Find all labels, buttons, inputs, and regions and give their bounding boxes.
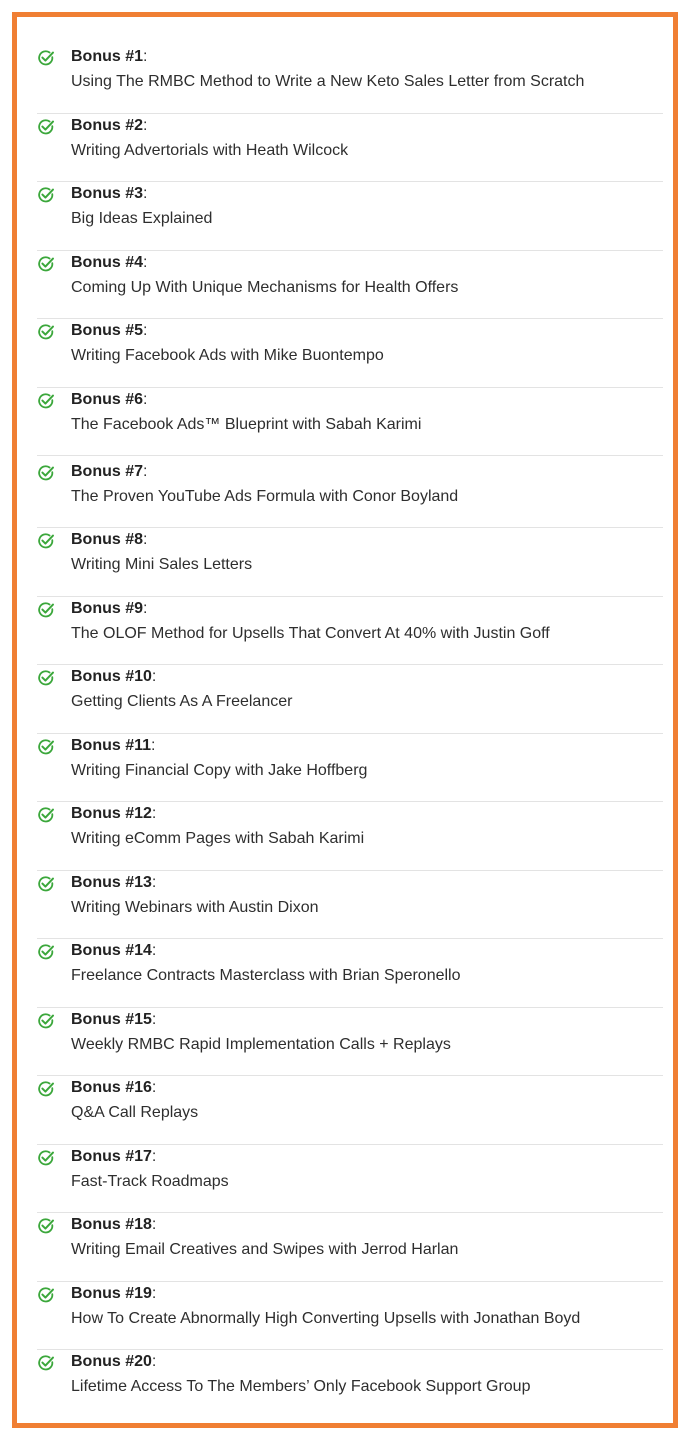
bonus-description: The Facebook Ads™ Blueprint with Sabah Karimi	[71, 415, 422, 433]
title-separator: :	[143, 599, 148, 617]
title-separator: :	[143, 390, 148, 408]
list-item	[37, 665, 663, 734]
bonus-description: Q&A Call Replays	[71, 1104, 199, 1121]
title-separator: :	[151, 668, 157, 685]
list-item	[37, 1350, 663, 1419]
check-circle-icon	[37, 601, 55, 619]
bonus-list	[37, 45, 663, 1419]
bonus-description: The OLOF Method for Upsells That Convert At 40% with Justin Goff	[71, 624, 550, 642]
check-circle-icon	[37, 49, 55, 67]
bonus-title: Bonus #13	[71, 873, 152, 891]
check-circle-icon	[37, 1354, 55, 1372]
title-separator: :	[143, 48, 148, 65]
bonus-description: Writing eComm Pages with Sabah Karimi	[71, 830, 365, 847]
title-separator: :	[143, 116, 148, 134]
list-item	[37, 182, 663, 251]
title-separator: :	[143, 463, 148, 480]
check-circle-icon	[37, 1012, 55, 1030]
bonus-title: Bonus #20	[71, 1353, 152, 1370]
title-separator: :	[151, 805, 157, 822]
check-circle-icon	[37, 118, 55, 136]
bonus-description: How To Create Abnormally High Converting Upsells with Jonathan Boyd	[71, 1309, 581, 1327]
check-circle-icon	[37, 392, 55, 410]
title-separator: :	[151, 1147, 157, 1165]
bonus-description: Using The RMBC Method to Write a New Keto Sales Letter from Scratch	[71, 73, 585, 90]
list-item	[37, 251, 663, 320]
bonus-description: Big Ideas Explained	[71, 210, 213, 227]
check-circle-icon	[37, 1286, 55, 1304]
check-circle-icon	[37, 738, 55, 756]
list-item	[37, 871, 663, 940]
title-separator: :	[143, 185, 148, 202]
list-item	[37, 939, 663, 1008]
bonus-description: Writing Advertorials with Heath Wilcock	[71, 141, 349, 159]
title-separator: :	[151, 873, 157, 891]
list-item	[37, 802, 663, 871]
bonus-title: Bonus #5	[71, 322, 144, 339]
title-separator: :	[151, 1216, 157, 1233]
check-circle-icon	[37, 1080, 55, 1098]
bonus-description: Writing Financial Copy with Jake Hoffberg	[71, 761, 368, 779]
bonus-title: Bonus #6	[71, 390, 144, 408]
bonus-title: Bonus #10	[71, 668, 152, 685]
bonus-list-panel	[12, 12, 678, 1428]
list-item	[37, 1076, 663, 1145]
bonus-description: Writing Mini Sales Letters	[71, 556, 253, 573]
list-item	[37, 114, 663, 183]
bonus-title: Bonus #9	[71, 599, 144, 617]
bonus-description: Weekly RMBC Rapid Implementation Calls + Replays	[71, 1035, 451, 1053]
check-circle-icon	[37, 669, 55, 687]
list-item	[37, 1145, 663, 1214]
title-separator: :	[151, 1010, 157, 1028]
title-separator: :	[143, 322, 148, 339]
title-separator: :	[151, 942, 157, 959]
list-item	[37, 1282, 663, 1351]
check-circle-icon	[37, 186, 55, 204]
bonus-title: Bonus #7	[71, 463, 144, 480]
bonus-description: Freelance Contracts Masterclass with Brian Speronello	[71, 967, 461, 984]
bonus-description: Getting Clients As A Freelancer	[71, 693, 293, 710]
check-circle-icon	[37, 532, 55, 550]
check-circle-icon	[37, 1217, 55, 1235]
check-circle-icon	[37, 1149, 55, 1167]
bonus-description: Writing Webinars with Austin Dixon	[71, 898, 319, 916]
bonus-description: Writing Facebook Ads with Mike Buontempo	[71, 347, 384, 364]
check-circle-icon	[37, 323, 55, 341]
bonus-title: Bonus #11	[71, 736, 152, 754]
bonus-title: Bonus #15	[71, 1010, 152, 1028]
bonus-description: The Proven YouTube Ads Formula with Conor Boyland	[71, 488, 459, 505]
bonus-description: Writing Email Creatives and Swipes with Jerrod Harlan	[71, 1241, 459, 1258]
bonus-title: Bonus #19	[71, 1284, 152, 1302]
bonus-title: Bonus #14	[71, 942, 152, 959]
list-item	[37, 734, 663, 803]
title-separator: :	[143, 531, 148, 548]
check-circle-icon	[37, 255, 55, 273]
bonus-description: Lifetime Access To The Members’ Only Facebook Support Group	[71, 1378, 531, 1395]
bonus-title: Bonus #4	[71, 253, 144, 271]
bonus-title: Bonus #17	[71, 1147, 152, 1165]
bonus-description: Fast-Track Roadmaps	[71, 1172, 229, 1190]
list-item	[37, 456, 663, 528]
title-separator: :	[151, 1079, 157, 1096]
title-separator: :	[151, 1353, 157, 1370]
list-item	[37, 1213, 663, 1282]
bonus-title: Bonus #8	[71, 531, 144, 548]
title-separator: :	[143, 253, 148, 271]
check-circle-icon	[37, 943, 55, 961]
list-item	[37, 388, 663, 457]
bonus-description: Coming Up With Unique Mechanisms for Health Offers	[71, 278, 459, 296]
title-separator: :	[151, 736, 156, 754]
bonus-title: Bonus #2	[71, 116, 144, 134]
bonus-title: Bonus #16	[71, 1079, 152, 1096]
list-item	[37, 597, 663, 666]
bonus-title: Bonus #3	[71, 185, 144, 202]
title-separator: :	[151, 1284, 157, 1302]
bonus-title: Bonus #1	[71, 48, 144, 65]
list-item	[37, 1008, 663, 1077]
check-circle-icon	[37, 464, 55, 482]
check-circle-icon	[37, 806, 55, 824]
list-item	[37, 45, 663, 114]
check-circle-icon	[37, 875, 55, 893]
list-item	[37, 319, 663, 388]
bonus-title: Bonus #12	[71, 805, 152, 822]
bonus-title: Bonus #18	[71, 1216, 152, 1233]
list-item	[37, 528, 663, 597]
